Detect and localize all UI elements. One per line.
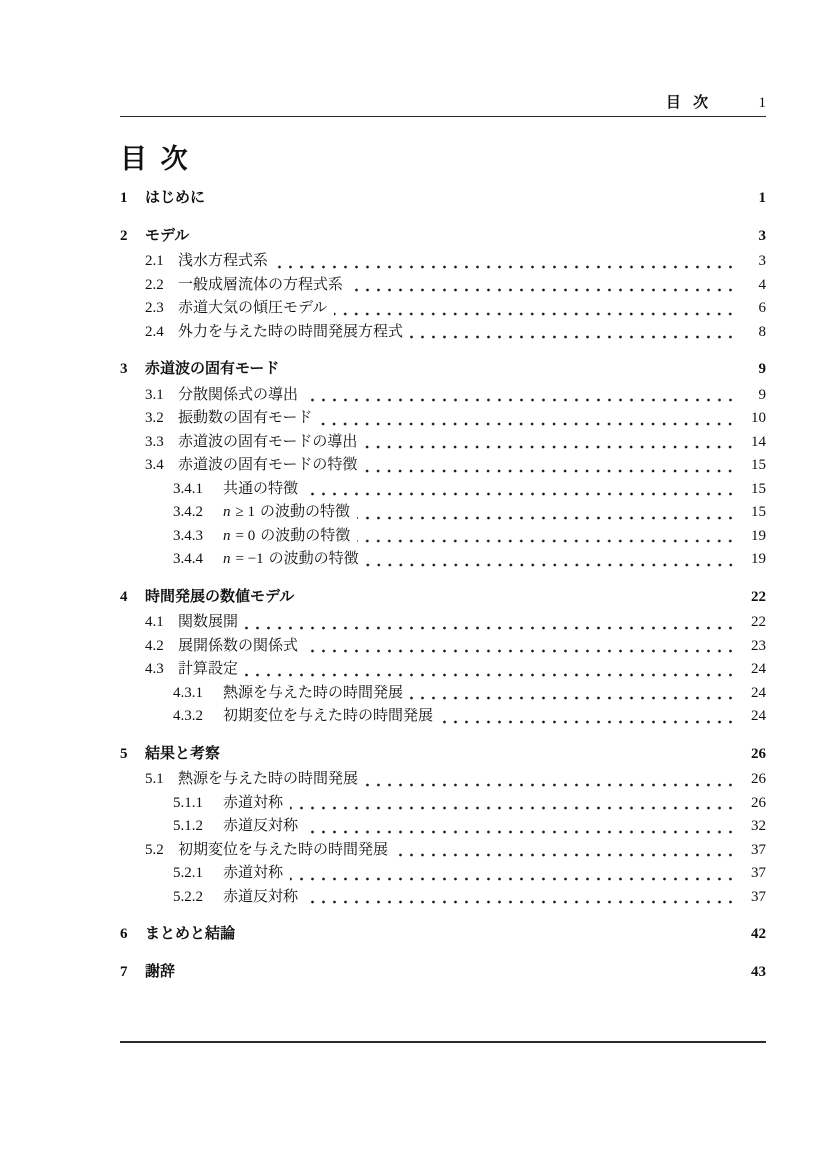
toc-entry: [120, 585, 766, 610]
dotted-leader-icon: [227, 742, 736, 767]
toc-entry-number: 3: [120, 361, 128, 377]
toc-entry-title: 分散関係式の導出: [178, 386, 299, 403]
toc-entry: [120, 297, 766, 321]
dotted-leader-icon: [357, 501, 736, 525]
toc-entry-title: 浅水方程式系: [178, 253, 269, 269]
toc-entry-title: 謝辞: [145, 962, 176, 980]
toc-entry-page-number: 32: [751, 818, 766, 834]
toc-entry-page-number: 37: [751, 865, 766, 881]
toc-entry-number: 5.1: [145, 771, 164, 787]
toc-entry-number: 2.4: [145, 323, 164, 340]
toc-entry-title: 振動数の固有モード: [178, 410, 313, 426]
toc-entry-number: 1: [120, 190, 128, 206]
toc-entry: [120, 922, 766, 947]
toc-entry-page-number: 9: [758, 386, 766, 403]
toc-entry: [120, 321, 766, 345]
toc-entry: [120, 548, 766, 572]
toc-entry-page-number: 22: [751, 614, 766, 630]
toc-entry-number: 2.1: [145, 253, 164, 269]
toc-entry-title: 初期変位を与えた時の時間発展: [178, 841, 389, 858]
toc-entry-title: 関数展開: [178, 614, 239, 630]
dotted-leader-icon: [275, 250, 736, 274]
toc-entry: [120, 705, 766, 729]
toc-entry-number: 6: [120, 926, 128, 942]
toc-entry: [120, 960, 766, 985]
toc-entry: [120, 186, 766, 211]
dotted-leader-icon: [395, 839, 736, 863]
toc-list: [120, 173, 766, 986]
dotted-leader-icon: [242, 922, 736, 947]
toc-entry-math: ≥ 1: [235, 504, 255, 520]
toc-entry-title: 初期変位を与えた時の時間発展: [223, 708, 434, 724]
toc-entry-title: の波動の特徴: [260, 527, 351, 544]
toc-entry-title: 計算設定: [178, 661, 239, 677]
toc-entry-math-variable: n: [223, 527, 231, 544]
toc-entry-title: 結果と考察: [145, 744, 221, 762]
toc-entry-title: 赤道波の固有モード: [145, 360, 280, 377]
toc-entry-page-number: 6: [758, 300, 766, 316]
toc-entry-number: 4.3.1: [173, 684, 203, 701]
toc-entry: [120, 274, 766, 298]
dotted-leader-icon: [245, 611, 736, 635]
toc-entry-number: 5.2: [145, 841, 164, 858]
toc-entry-number: 7: [120, 963, 128, 980]
toc-entry-math-variable: n: [223, 551, 231, 567]
toc-entry: [120, 815, 766, 839]
dotted-leader-icon: [410, 321, 736, 345]
toc-entry: [120, 742, 766, 767]
toc-entry-number: 3.4.2: [173, 504, 203, 520]
toc-entry-number: 3.4.3: [173, 527, 203, 544]
dotted-leader-icon: [410, 682, 736, 706]
toc-entry-number: 3.2: [145, 410, 164, 426]
running-header: [120, 91, 766, 112]
toc-entry-title: はじめに: [145, 189, 206, 206]
toc-entry: [120, 431, 766, 455]
toc-entry-page-number: 9: [758, 361, 766, 377]
toc-entry-page-number: 22: [751, 588, 766, 605]
toc-entry-number: 4.3.2: [173, 708, 203, 724]
toc-entry: [120, 454, 766, 478]
toc-entry-number: 5.2.2: [173, 888, 203, 905]
toc-entry-title: 熱源を与えた時の時間発展: [223, 684, 404, 701]
dotted-leader-icon: [305, 635, 736, 659]
toc-entry-math: = 0: [235, 527, 256, 544]
toc-entry-page-number: 10: [751, 410, 766, 426]
dotted-leader-icon: [305, 384, 736, 408]
dotted-leader-icon: [334, 297, 736, 321]
dotted-leader-icon: [319, 407, 736, 431]
toc-entry: [120, 501, 766, 525]
dotted-leader-icon: [305, 815, 736, 839]
toc-entry-page-number: 24: [751, 708, 766, 724]
toc-entry: [120, 635, 766, 659]
running-header-title: 目 次: [665, 94, 712, 111]
toc-entry: [120, 224, 766, 249]
toc-entry-page-number: 3: [758, 227, 766, 244]
toc-entry-page-number: 4: [758, 276, 766, 293]
dotted-leader-icon: [196, 224, 736, 249]
toc-entry-title: 赤道波の固有モードの特徴: [178, 457, 358, 473]
toc-entry-page-number: 15: [751, 480, 766, 497]
toc-entry: [120, 384, 766, 408]
toc-entry-title: 赤道対称: [223, 794, 284, 811]
toc-entry: [120, 250, 766, 274]
dotted-leader-icon: [290, 862, 736, 886]
toc-entry-page-number: 14: [751, 433, 766, 450]
dotted-leader-icon: [286, 357, 736, 382]
toc-entry-page-number: 19: [751, 527, 766, 544]
toc-entry: [120, 478, 766, 502]
toc-entry-page-number: 37: [751, 841, 766, 858]
toc-entry: [120, 768, 766, 792]
toc-entry-number: 5.1.1: [173, 794, 203, 811]
toc-entry-number: 4.2: [145, 637, 164, 654]
toc-entry: [120, 862, 766, 886]
toc-entry-page-number: 15: [751, 504, 766, 520]
toc-entry-title: モデル: [145, 226, 190, 244]
dotted-leader-icon: [182, 960, 736, 985]
toc-entry-number: 3.4.1: [173, 480, 203, 497]
toc-entry-title: 熱源を与えた時の時間発展: [178, 771, 359, 787]
toc-entry-number: 4.3: [145, 661, 164, 677]
toc-entry: [120, 839, 766, 863]
toc-entry-title: 赤道反対称: [223, 888, 299, 905]
toc-entry-number: 2: [120, 227, 128, 244]
toc-entry-page-number: 1: [758, 190, 766, 206]
toc-entry-title: 赤道反対称: [223, 818, 299, 834]
toc-entry: [120, 611, 766, 635]
dotted-leader-icon: [350, 274, 736, 298]
toc-entry-number: 5.2.1: [173, 865, 203, 881]
toc-entry-page-number: 26: [751, 794, 766, 811]
toc-entry-title: 共通の特徴: [223, 480, 299, 497]
page-title: 目 次: [120, 144, 191, 174]
toc-entry-title: 時間発展の数値モデル: [145, 587, 295, 605]
dotted-leader-icon: [364, 431, 736, 455]
toc-entry-title: 赤道波の固有モードの導出: [178, 433, 358, 450]
toc-entry-number: 5.1.2: [173, 818, 203, 834]
dotted-leader-icon: [301, 585, 736, 610]
toc-entry: [120, 658, 766, 682]
toc-entry-title: の波動の特徴: [259, 504, 350, 520]
toc-entry-number: 5: [120, 745, 128, 762]
toc-entry-title: 赤道対称: [223, 865, 284, 881]
toc-entry-page-number: 43: [751, 963, 766, 980]
toc-entry-number: 2.2: [145, 276, 164, 293]
toc-entry-page-number: 24: [751, 661, 766, 677]
toc-entry: [120, 407, 766, 431]
dotted-leader-icon: [305, 478, 736, 502]
toc-entry-number: 3.3: [145, 433, 164, 450]
dotted-leader-icon: [290, 792, 736, 816]
toc-entry-page-number: 23: [751, 637, 766, 654]
toc-entry-page-number: 8: [758, 323, 766, 340]
toc-entry: [120, 525, 766, 549]
toc-entry-number: 3.4: [145, 457, 164, 473]
toc-entry-number: 2.3: [145, 300, 164, 316]
toc-entry-number: 3.1: [145, 386, 164, 403]
toc-entry-math: = −1: [235, 551, 264, 567]
toc-entry-page-number: 19: [751, 551, 766, 567]
dotted-leader-icon: [365, 768, 736, 792]
toc-entry-title: 赤道大気の傾圧モデル: [178, 300, 328, 316]
toc-entry-number: 4: [120, 588, 128, 605]
toc-entry-number: 4.1: [145, 614, 164, 630]
toc-entry-page-number: 26: [751, 771, 766, 787]
toc-entry-title: 展開係数の関係式: [178, 637, 299, 654]
toc-entry: [120, 886, 766, 910]
header-rule: [120, 116, 766, 117]
toc-entry-number: 3.4.4: [173, 551, 203, 567]
toc-entry-page-number: 37: [751, 888, 766, 905]
toc-entry-page-number: 15: [751, 457, 766, 473]
toc-entry: [120, 682, 766, 706]
toc-entry-math-variable: n: [223, 504, 231, 520]
toc-entry-title: 外力を与えた時の時間発展方程式: [178, 323, 404, 340]
toc-entry-page-number: 26: [751, 745, 766, 762]
dotted-leader-icon: [357, 525, 736, 549]
dotted-leader-icon: [440, 705, 736, 729]
dotted-leader-icon: [305, 886, 736, 910]
running-header-page-number: 1: [758, 95, 766, 111]
toc-entry-title: 一般成層流体の方程式系: [178, 276, 344, 293]
footer-rule: [120, 1041, 766, 1043]
toc-entry-page-number: 24: [751, 684, 766, 701]
dotted-leader-icon: [245, 658, 736, 682]
toc-entry-title: の波動の特徴: [268, 551, 359, 567]
toc-entry: [120, 357, 766, 382]
dotted-leader-icon: [366, 548, 736, 572]
dotted-leader-icon: [212, 186, 736, 211]
toc-entry-page-number: 42: [751, 926, 766, 942]
dotted-leader-icon: [364, 454, 736, 478]
toc-entry-page-number: 3: [758, 253, 766, 269]
toc-entry: [120, 792, 766, 816]
toc-entry-title: まとめと結論: [145, 925, 236, 942]
